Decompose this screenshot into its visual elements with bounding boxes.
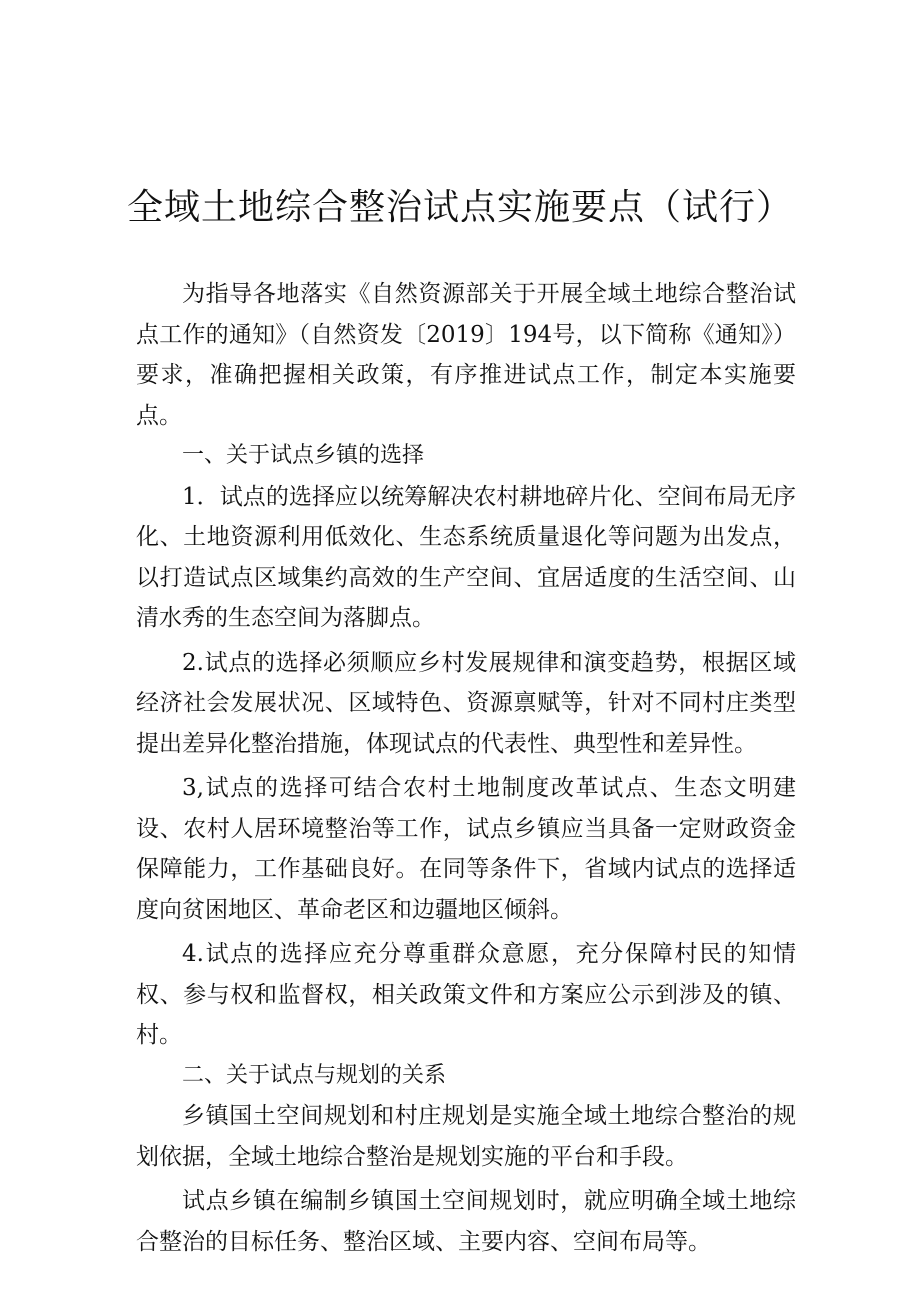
- document-title: 全域土地综合整治试点实施要点（试行）: [126, 187, 793, 228]
- section-1-item-2: 2.试点的选择必须顺应乡村发展规律和演变趋势，根据区域经济社会发展状况、区域特色、资源禀赋等，针对不同村庄类型提出差异化整治措施，体现试点的代表性、典型性和差异性。: [136, 649, 796, 757]
- section-1-heading: 一、关于试点乡镇的选择: [182, 443, 425, 468]
- section-1-item-1: 1．试点的选择应以统筹解决农村耕地碎片化、空间布局无序化、土地资源利用低效化、生态系统质量退化等问题为出发点，以打造试点区域集约高效的生产空间、宜居适度的生活空间、山清水秀的生态空间为落脚点。: [136, 483, 796, 631]
- intro-paragraph: 为指导各地落实《自然资源部关于开展全域土地综合整治试点工作的通知》（自然资发〔2019〕194号，以下简称《通知》）要求，准确把握相关政策，有序推进试点工作，制定本实施要点。: [136, 281, 796, 429]
- section-1-item-3: 3,试点的选择可结合农村土地制度改革试点、生态文明建设、农村人居环境整治等工作，试点乡镇应当具备一定财政资金保障能力，工作基础良好。在同等条件下，省域内试点的选择适度向贫困地区、革命老区和边疆地区倾斜。: [136, 775, 796, 923]
- section-2-heading: 二、关于试点与规划的关系: [182, 1062, 447, 1088]
- section-2-paragraph-1: 乡镇国土空间规划和村庄规划是实施全域土地综合整治的规划依据，全域土地综合整治是规划实施的平台和手段。: [136, 1103, 796, 1170]
- section-2-paragraph-2: 试点乡镇在编制乡镇国土空间规划时，就应明确全域土地综合整治的目标任务、整治区域、主要内容、空间布局等。: [136, 1188, 796, 1255]
- document-body: [136, 274, 796, 1262]
- section-1-item-4: 4.试点的选择应充分尊重群众意愿，充分保障村民的知情权、参与权和监督权，相关政策文件和方案应公示到涉及的镇、村。: [136, 941, 796, 1048]
